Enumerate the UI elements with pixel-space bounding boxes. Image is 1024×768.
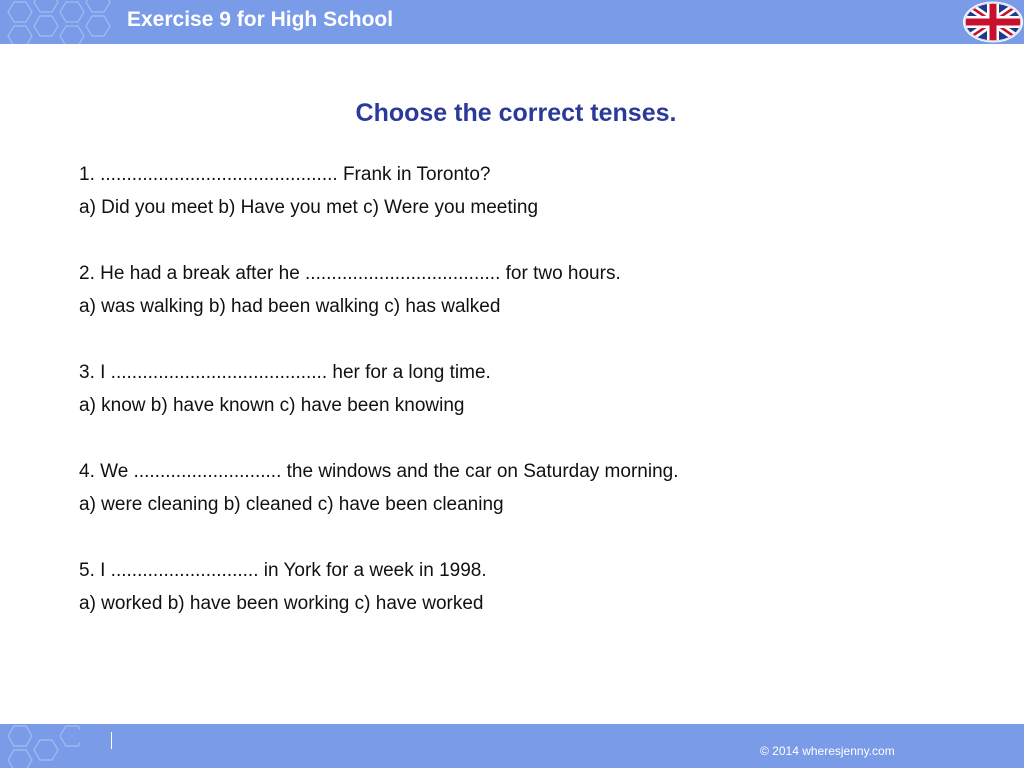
exercise-question: 4. We ............................ the windows and the car on Saturday morning. <box>79 461 679 482</box>
exercise-list <box>79 158 979 620</box>
uk-flag-icon <box>962 1 1024 43</box>
exercise-options: a) worked b) have been working c) have worked <box>79 593 484 614</box>
footer-bar <box>0 724 1024 768</box>
hexagon-pattern <box>0 0 130 44</box>
exercise-question: 3. I ......................................... her for a long time. <box>79 362 491 383</box>
slide-title: Choose the correct tenses. <box>355 99 677 127</box>
exercise-options: a) Did you meet b) Have you met c) Were you meeting <box>79 197 539 218</box>
exercise-question: 1. ............................................. Frank in Toronto? <box>79 164 491 185</box>
copyright-text: © 2014 wheresjenny.com <box>760 744 895 758</box>
exercise-item <box>79 554 979 620</box>
exercise-options: a) were cleaning b) cleaned c) have been cleaning <box>79 494 504 515</box>
exercise-item <box>79 257 979 356</box>
exercise-question: 5. I ............................ in York for a week in 1998. <box>79 560 487 581</box>
hexagon-pattern <box>0 724 80 768</box>
exercise-options: a) was walking b) had been walking c) has walked <box>79 296 501 317</box>
exercise-item <box>79 356 979 455</box>
footer-divider <box>111 732 112 749</box>
header-bar <box>0 0 1024 44</box>
exercise-question: 2. He had a break after he ..................................... for two hours. <box>79 263 621 284</box>
exercise-options: a) know b) have known c) have been knowing <box>79 395 465 416</box>
exercise-item <box>79 158 979 257</box>
header-title: Exercise 9 for High School <box>127 8 394 31</box>
exercise-item <box>79 455 979 554</box>
